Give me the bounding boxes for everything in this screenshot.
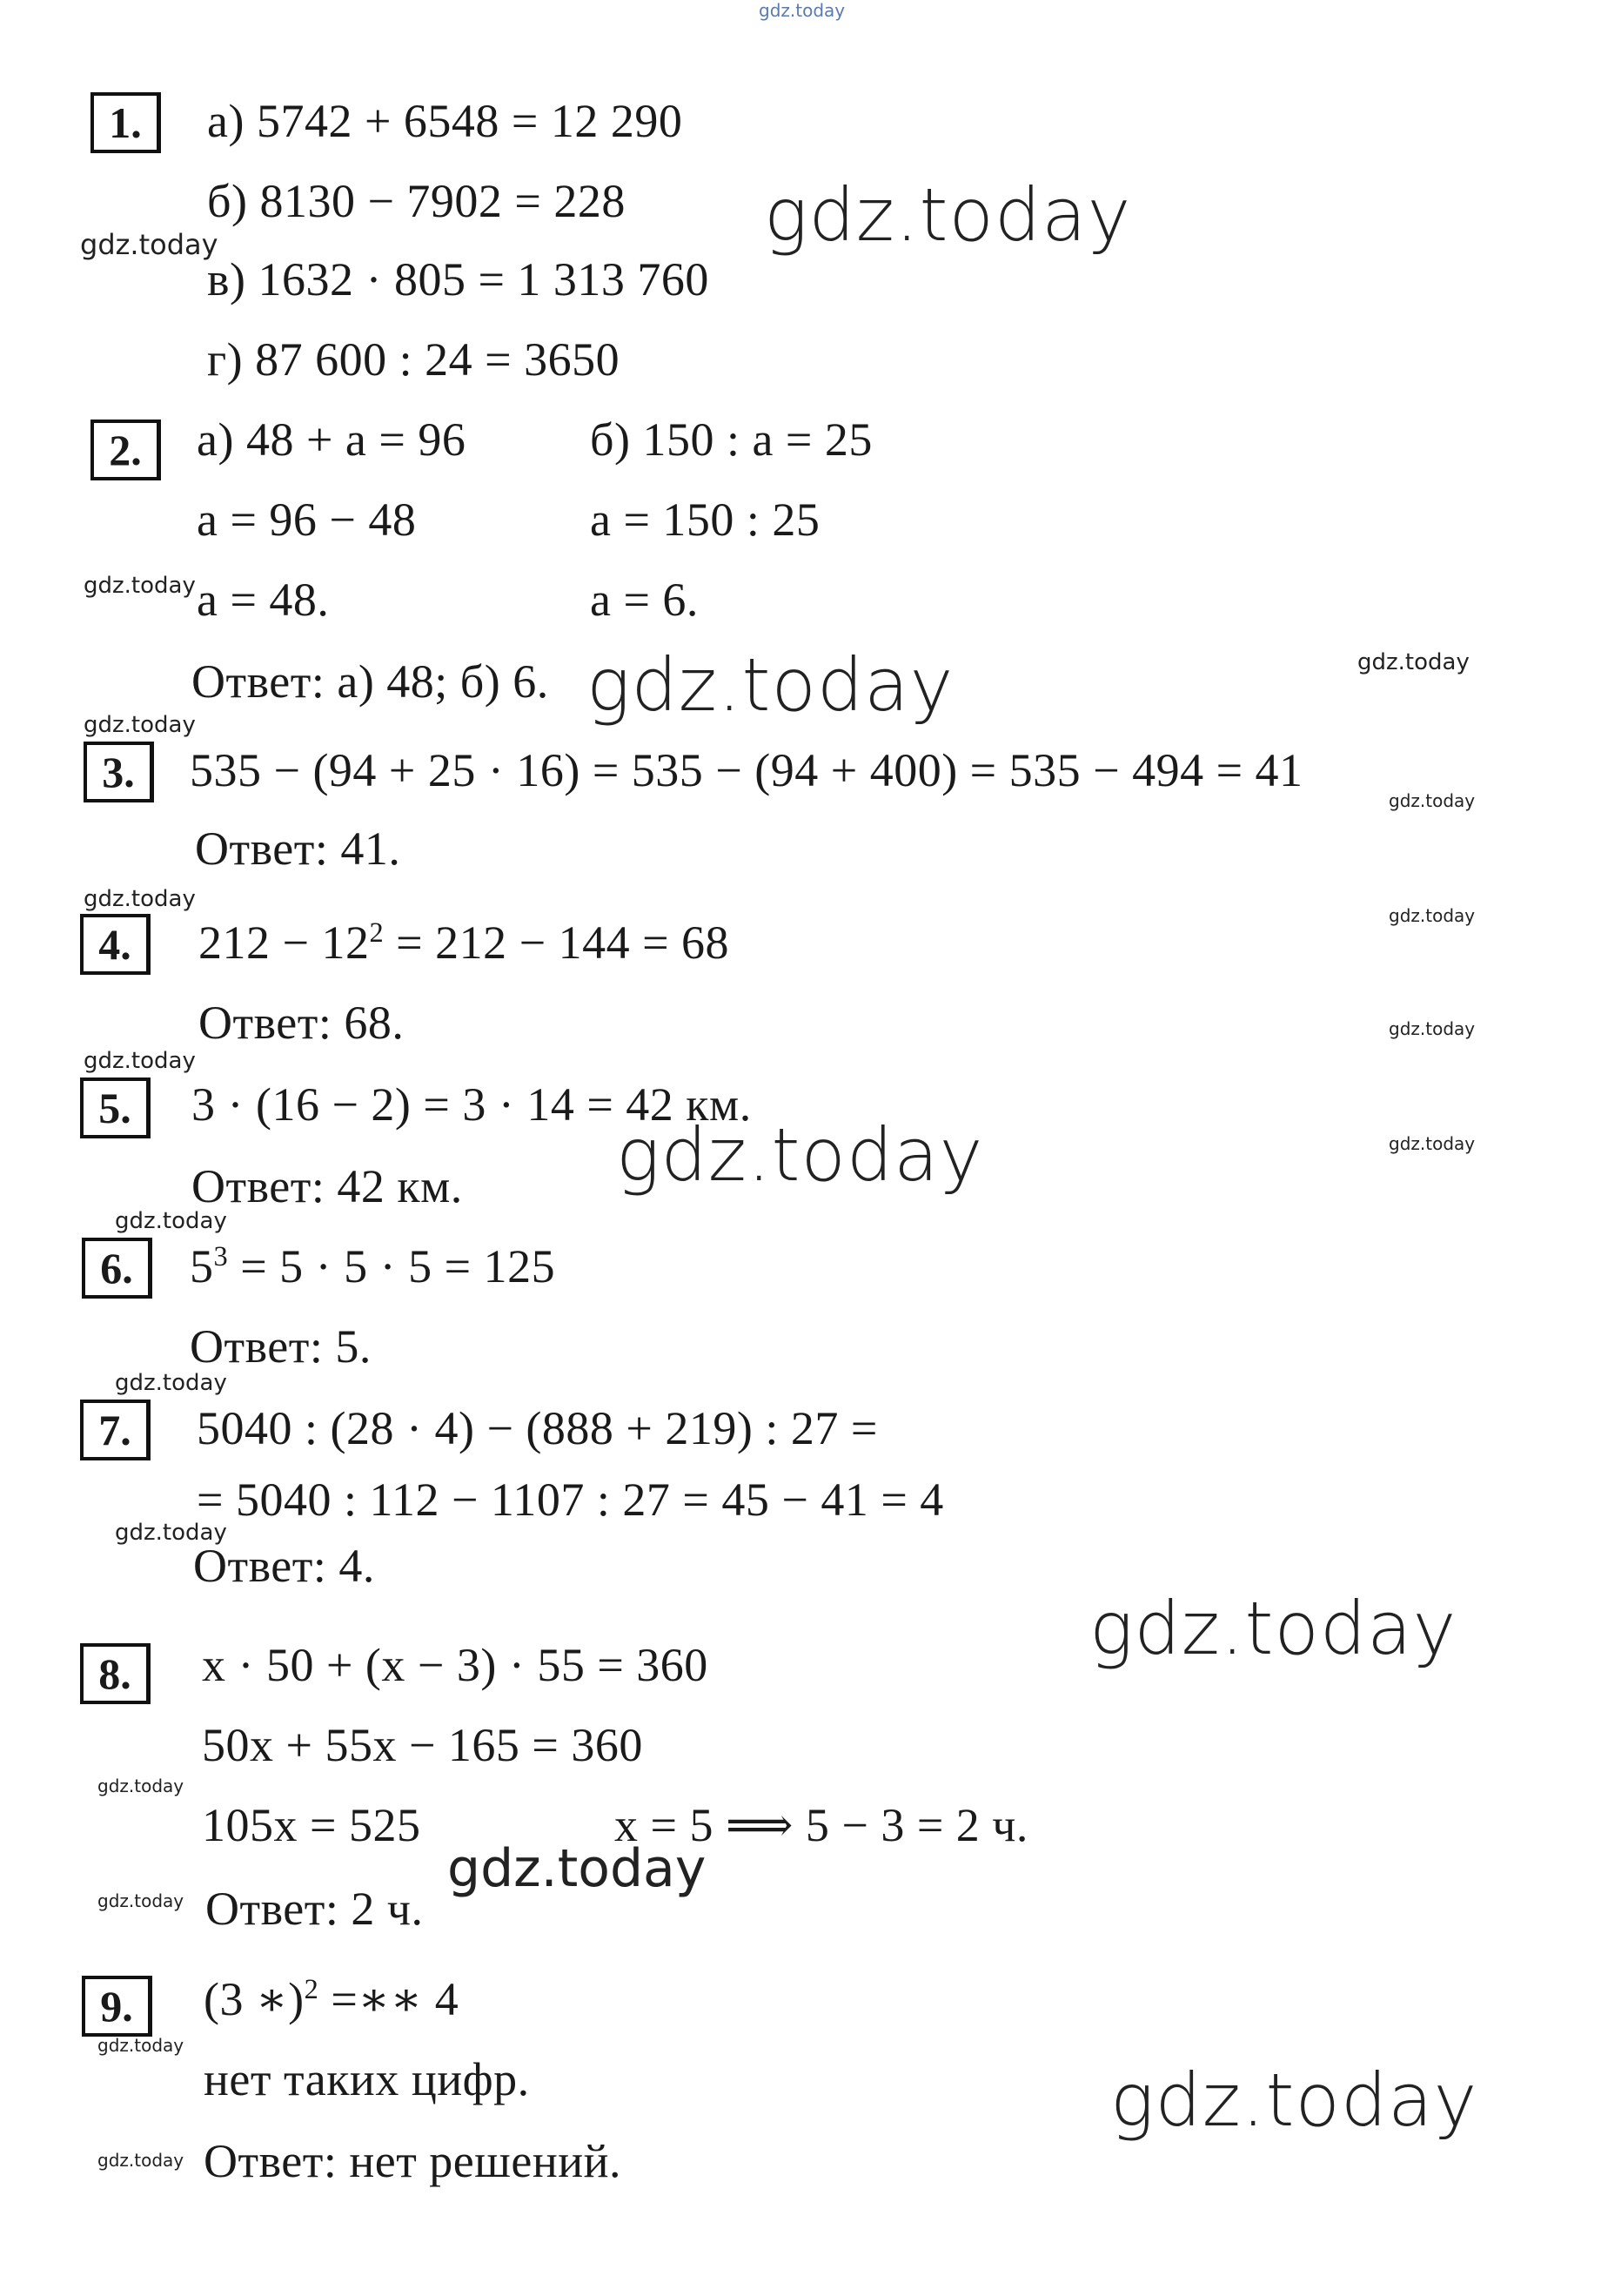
problem-4-line-1: $212 - 12^2 = 212 - 144 = 68$ — [198, 916, 730, 969]
watermark-large: gdz.today — [1110, 2058, 1478, 2143]
problem-8-line-2: 50x + 55x − 165 = 360 — [202, 1719, 643, 1771]
problem-8-line-4: x = 5 ⟹ 5 − 3 = 2 ч. — [614, 1799, 1028, 1851]
problem-8-line-3: 105x = 525 — [202, 1799, 421, 1851]
problem-number-4: 4. — [80, 914, 151, 975]
watermark-tiny: gdz.today — [1389, 905, 1476, 926]
problem-6-line-1: $5^3 = 5 \cdot 5 \cdot 5 = 125$ — [190, 1240, 556, 1292]
watermark-tiny: gdz.today — [1389, 1133, 1476, 1154]
watermark-tiny: gdz.today — [97, 1890, 184, 1911]
watermark-large: gdz.today — [586, 642, 955, 728]
problem-1-line-b: б) 8130 − 7902 = 228 — [207, 175, 626, 227]
watermark-small: gdz.today — [84, 712, 196, 738]
header-watermark: gdz.today — [759, 0, 846, 21]
problem-2-col-b-line-3: a = 6. — [590, 574, 699, 626]
watermark-small: gdz.today — [1357, 649, 1470, 675]
problem-number-8: 8. — [80, 1643, 151, 1704]
watermark-medium: gdz.today — [447, 1838, 707, 1899]
problem-2-col-b-line-1: б) 150 : a = 25 — [590, 413, 873, 466]
problem-7-answer: Ответ: 4. — [193, 1540, 375, 1592]
problem-5-answer: Ответ: 42 км. — [191, 1160, 463, 1212]
problem-2-col-a-line-3: a = 48. — [197, 574, 330, 626]
watermark-large: gdz.today — [1089, 1586, 1457, 1671]
problem-9-line-2: нет таких цифр. — [204, 2053, 530, 2105]
watermark-tiny: gdz.today — [1389, 1018, 1476, 1039]
watermark-small: gdz.today — [80, 228, 218, 261]
problem-2-col-a-line-2: a = 96 − 48 — [197, 493, 417, 546]
problem-1-line-c: в) 1632 · 805 = 1 313 760 — [207, 253, 709, 305]
problem-7-line-1: 5040 : (28 · 4) − (888 + 219) : 27 = — [197, 1402, 878, 1454]
problem-1-line-d: г) 87 600 : 24 = 3650 — [207, 333, 620, 386]
watermark-small: gdz.today — [84, 886, 196, 912]
problem-number-5: 5. — [80, 1078, 151, 1138]
watermark-large: gdz.today — [616, 1112, 984, 1198]
problem-7-line-2: = 5040 : 112 − 1107 : 27 = 45 − 41 = 4 — [197, 1474, 944, 1526]
problem-4-answer: Ответ: 68. — [198, 997, 405, 1049]
problem-9-answer: Ответ: нет решений. — [204, 2135, 622, 2187]
watermark-tiny: gdz.today — [97, 1776, 184, 1796]
problem-5-line-1: 3 · (16 − 2) = 3 · 14 = 42 км. — [191, 1078, 752, 1131]
watermark-large: gdz.today — [764, 172, 1132, 258]
watermark-small: gdz.today — [115, 1370, 227, 1396]
problem-8-answer: Ответ: 2 ч. — [205, 1883, 424, 1935]
problem-number-7: 7. — [80, 1400, 151, 1460]
problem-number-9: 9. — [82, 1976, 152, 2037]
watermark-small: gdz.today — [84, 573, 196, 599]
problem-2-col-b-line-2: a = 150 : 25 — [590, 493, 821, 546]
problem-2-answer: Ответ: а) 48; б) 6. — [191, 655, 549, 708]
problem-3-answer: Ответ: 41. — [195, 822, 401, 875]
problem-number-1: 1. — [90, 92, 161, 153]
watermark-small: gdz.today — [115, 1208, 227, 1234]
problem-8-line-1: x · 50 + (x − 3) · 55 = 360 — [202, 1639, 708, 1691]
problem-2-col-a-line-1: а) 48 + a = 96 — [197, 413, 466, 466]
problem-6-answer: Ответ: 5. — [190, 1320, 372, 1373]
problem-number-3: 3. — [84, 742, 154, 802]
problem-3-line-1: 535 − (94 + 25 · 16) = 535 − (94 + 400) = 535 − 494 = 41 — [190, 744, 1303, 796]
watermark-small: gdz.today — [115, 1520, 227, 1546]
watermark-tiny: gdz.today — [1389, 790, 1476, 811]
problem-1-line-a: а) 5742 + 6548 = 12 290 — [207, 95, 683, 147]
problem-number-2: 2. — [90, 420, 161, 480]
problem-9-line-1: (3 ∗)$^2$ =∗∗ 4 — [204, 1973, 459, 2025]
problem-number-6: 6. — [82, 1238, 152, 1299]
watermark-tiny: gdz.today — [97, 2150, 184, 2171]
watermark-tiny: gdz.today — [97, 2035, 184, 2056]
watermark-small: gdz.today — [84, 1048, 196, 1074]
